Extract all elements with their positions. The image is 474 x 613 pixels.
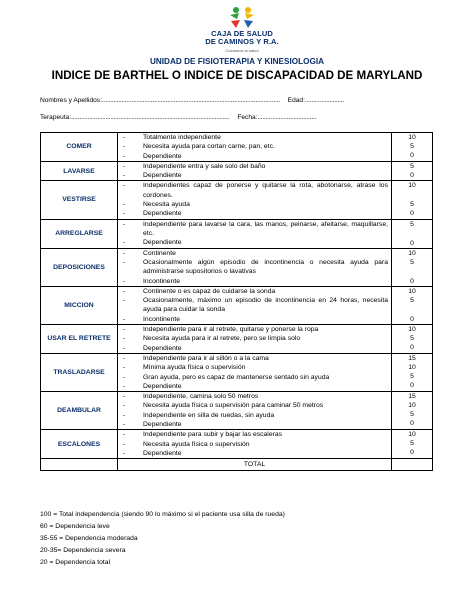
therapist-label: Terapeuta:: [40, 114, 72, 121]
criterion-item: [122, 382, 388, 391]
criterion-item: [122, 181, 388, 200]
category-cell: MICCION: [41, 286, 118, 324]
total-row: [41, 459, 433, 471]
item-text: Necesita ayuda: [143, 201, 190, 209]
criterion-item: [122, 354, 388, 363]
item-text: Dependiente: [143, 382, 182, 390]
legend-item: 100 = Total independencia (siendo 90 lo máximo si el paciente usa silla de rueda): [40, 511, 285, 518]
score-cell: [392, 392, 433, 430]
criterion-item: [122, 344, 388, 353]
date-field[interactable]: ....................................: [257, 114, 317, 121]
item-dash: -: [123, 440, 126, 448]
table-row: [41, 161, 433, 181]
total-label: TOTAL: [118, 459, 392, 471]
item-score: 5: [410, 372, 414, 380]
item-dash: -: [123, 210, 126, 218]
therapist-date-line: [40, 114, 432, 121]
item-dash: -: [123, 220, 126, 228]
logo-brand: [205, 30, 279, 46]
criterion-item: [122, 325, 388, 334]
item-text: Dependiente: [143, 344, 182, 352]
category-cell: USAR EL RETRETE: [41, 325, 118, 354]
category-cell: ARREGLARSE: [41, 219, 118, 248]
age-label: Edad:: [287, 97, 305, 104]
description-cell: [118, 392, 392, 430]
item-dash: -: [123, 393, 126, 401]
total-empty-cell: [41, 459, 118, 471]
criterion-item: [122, 133, 388, 142]
table-row: [41, 181, 433, 219]
legend-item: 60 = Dependencia leve: [40, 523, 110, 531]
criterion-item: [122, 171, 388, 180]
criterion-item: [122, 152, 388, 161]
criterion-item: [122, 249, 388, 258]
description-cell: [118, 353, 392, 391]
item-text: Incontinente: [143, 315, 181, 323]
logo-brand-line1: CAJA DE SALUD: [211, 29, 273, 38]
item-text: Independiente para subir y bajar las escaleras: [143, 431, 283, 439]
item-text: Dependiente: [143, 239, 182, 247]
table-row: [41, 353, 433, 391]
item-dash: -: [123, 172, 126, 180]
item-score: 10: [408, 363, 416, 371]
item-score: 0: [410, 210, 414, 218]
criterion-item: [122, 440, 388, 449]
date-label: Fecha:: [237, 114, 258, 121]
item-score: 0: [410, 152, 414, 159]
item-score: 5: [410, 440, 414, 448]
item-score: 0: [410, 277, 414, 285]
item-text: Necesita ayuda física o supervisión para caminar 50 metros: [143, 402, 324, 410]
item-dash: -: [123, 402, 126, 410]
item-score: 0: [410, 171, 414, 179]
item-score: 0: [410, 344, 414, 352]
item-dash: -: [123, 162, 126, 170]
logo-mark-icon: [227, 6, 257, 30]
category-cell: TRASLADARSE: [41, 353, 118, 391]
description-cell: [118, 430, 392, 459]
criterion-item: [122, 162, 388, 171]
score-cell: [392, 430, 433, 459]
description-cell: [118, 248, 392, 286]
legend-item: 20 = Dependencia total: [40, 559, 111, 567]
item-text: Independiente en silla de ruedas, sin ayuda: [143, 411, 275, 419]
criterion-item: [122, 296, 388, 315]
item-score: 0: [410, 239, 414, 247]
item-dash: -: [123, 143, 126, 151]
table-row: [41, 219, 433, 248]
item-dash: -: [123, 258, 126, 266]
score-cell: [392, 248, 433, 286]
score-cell: [392, 353, 433, 391]
criterion-item: [122, 363, 388, 372]
item-text: Dependiente: [143, 210, 182, 218]
item-text: Mínima ayuda física o supervisión: [143, 364, 246, 372]
age-field[interactable]: ........................: [304, 97, 345, 104]
description-cell: [118, 286, 392, 324]
item-score: 0: [410, 315, 414, 323]
table-row: [41, 248, 433, 286]
item-score: 0: [410, 449, 414, 457]
item-score: 10: [408, 287, 416, 295]
item-dash: -: [123, 335, 126, 343]
score-cell: [392, 133, 433, 162]
table-row: [41, 430, 433, 459]
item-text: Dependiente: [143, 152, 182, 160]
item-dash: -: [123, 449, 126, 457]
legend-item: 35-55 = Dependencia moderada: [40, 535, 138, 543]
score-legend: [40, 509, 285, 569]
criterion-item: [122, 430, 388, 439]
table-row: [41, 325, 433, 354]
score-cell: [392, 219, 433, 248]
criterion-item: [122, 373, 388, 382]
item-score: 5: [410, 411, 414, 419]
item-text: Independiente, camina solo 50 metros: [143, 393, 259, 401]
item-dash: -: [123, 411, 126, 419]
item-score: 5: [410, 143, 414, 150]
page-title: INDICE DE BARTHEL O INDICE DE DISCAPACIDAD DE MARYLAND: [51, 69, 423, 82]
category-cell: ESCALONES: [41, 430, 118, 459]
item-dash: -: [123, 182, 126, 190]
name-age-line: [40, 97, 432, 104]
criterion-item: [122, 238, 388, 247]
logo-brand-line2: DE CAMINOS Y R.A.: [205, 37, 279, 46]
item-dash: -: [123, 277, 126, 285]
item-text: Independiente para ir al retrete, quitarse y ponerse la ropa: [143, 326, 319, 334]
item-text: Continente o es capaz de cuidarse la sonda: [143, 287, 276, 295]
category-cell: LAVARSE: [41, 161, 118, 181]
item-dash: -: [123, 152, 126, 160]
item-dash: -: [123, 326, 126, 334]
barthel-table-body: [41, 133, 433, 471]
item-score: 15: [408, 354, 416, 362]
item-score: 5: [410, 201, 414, 209]
item-score: 0: [410, 381, 414, 389]
name-label: Nombres y Apellidos:: [40, 97, 102, 104]
criterion-item: [122, 392, 388, 401]
criterion-item: [122, 287, 388, 296]
item-text: Independiente para lavarse la cara, las manos, peinarse, afeitarse, maquillarse, etc.: [143, 220, 388, 238]
item-text: Continente: [143, 249, 176, 257]
criterion-item: [122, 420, 388, 429]
logo-slogan: Cuidamos tu salud: [225, 48, 259, 53]
item-text: Ocasionalmente algún episodio de incontinencia o necesita ayuda para administrarse supositorios o lavativas: [143, 258, 388, 276]
item-score: 5: [410, 162, 414, 170]
item-text: Necesita ayuda física o supervisión: [143, 440, 250, 448]
item-text: Incontinente: [143, 277, 181, 285]
criterion-item: [122, 200, 388, 209]
item-text: Necesita ayuda para ir al retrete, pero se limpia solo: [143, 335, 301, 343]
criterion-item: [122, 334, 388, 343]
criterion-item: [122, 449, 388, 458]
description-cell: [118, 325, 392, 354]
category-cell: COMER: [41, 133, 118, 162]
table-row: [41, 286, 433, 324]
criterion-item: [122, 209, 388, 218]
item-score: 5: [410, 296, 414, 304]
score-cell: [392, 325, 433, 354]
item-score: 10: [408, 134, 416, 141]
item-score: 15: [408, 393, 416, 401]
item-dash: -: [123, 315, 126, 323]
description-cell: [118, 133, 392, 162]
criterion-item: [122, 401, 388, 410]
item-dash: -: [123, 134, 126, 141]
criterion-item: [122, 142, 388, 151]
table-row: [41, 133, 433, 162]
item-score: 5: [410, 335, 414, 343]
item-dash: -: [123, 364, 126, 372]
criterion-item: [122, 315, 388, 324]
item-score: 5: [410, 258, 414, 266]
item-dash: -: [123, 354, 126, 362]
item-text: Gran ayuda, pero es capaz de mantenerse sentado sin ayuda: [143, 373, 330, 381]
name-field[interactable]: .............................................................................................................: [101, 97, 280, 104]
category-cell: DEPOSICIONES: [41, 248, 118, 286]
item-score: 10: [408, 249, 416, 257]
unit-heading: UNIDAD DE FISIOTERAPIA Y KINESIOLOGIA: [149, 57, 325, 66]
item-text: Ocasionalmente, máximo un episodio de incontinencia en 24 horas, necesita ayuda para cuidar la sonda: [143, 297, 388, 314]
item-text: Dependiente: [143, 172, 182, 180]
item-score: 10: [408, 402, 416, 410]
item-text: Independientes capaz de ponerse y quitarse la rota, abotonarse, atrase los cordones.: [143, 182, 388, 199]
item-text: Independiente entra y sale solo del baño: [143, 162, 266, 170]
item-score: 10: [408, 431, 416, 439]
item-dash: -: [123, 373, 126, 381]
description-cell: [118, 161, 392, 181]
therapist-field[interactable]: .................................................................................................: [71, 114, 230, 121]
item-score: 10: [408, 182, 416, 190]
criterion-item: [122, 220, 388, 239]
logo: [205, 6, 279, 56]
score-cell: [392, 161, 433, 181]
description-cell: [118, 181, 392, 219]
score-cell: [392, 286, 433, 324]
criterion-item: [122, 277, 388, 286]
item-text: Totalmente independiente: [143, 134, 221, 141]
item-dash: -: [123, 431, 126, 439]
score-cell: [392, 181, 433, 219]
barthel-table: [40, 132, 433, 471]
item-dash: -: [123, 297, 126, 305]
total-value-cell[interactable]: [392, 459, 433, 471]
item-dash: -: [123, 344, 126, 352]
item-score: 0: [410, 420, 414, 428]
legend-item: 20-35= Dependencia severa: [40, 547, 126, 555]
item-dash: -: [123, 239, 126, 247]
item-score: 10: [408, 326, 416, 334]
item-score: 5: [410, 220, 414, 228]
item-text: Necesita ayuda para cortan carne, pan, etc.: [143, 143, 275, 151]
category-cell: VESTIRSE: [41, 181, 118, 219]
table-row: [41, 392, 433, 430]
description-cell: [118, 219, 392, 248]
criterion-item: [122, 258, 388, 277]
item-text: Dependiente: [143, 449, 182, 457]
item-dash: -: [123, 382, 126, 390]
item-dash: -: [123, 421, 126, 429]
item-text: Independiente para ir al sillón o a la cama: [143, 354, 269, 362]
item-dash: -: [123, 201, 126, 209]
item-text: Dependiente: [143, 421, 182, 429]
category-cell: DEAMBULAR: [41, 392, 118, 430]
criterion-item: [122, 411, 388, 420]
item-dash: -: [123, 287, 126, 295]
item-dash: -: [123, 249, 126, 257]
